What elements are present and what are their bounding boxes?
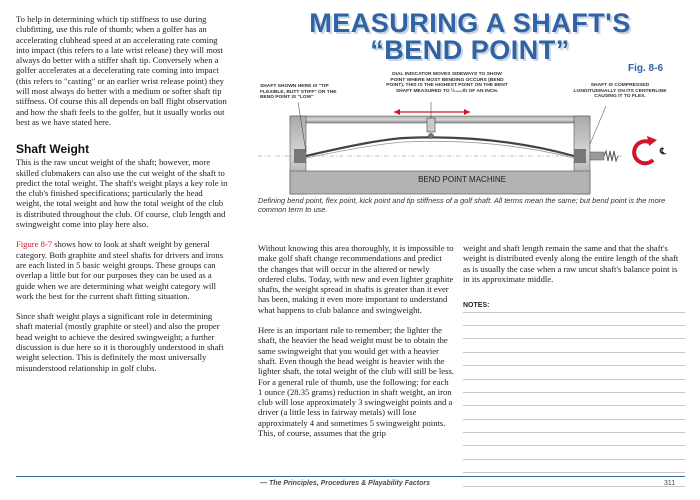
crank-rotation-arrowhead xyxy=(647,136,657,146)
notes-line[interactable] xyxy=(463,446,685,459)
notes-line[interactable] xyxy=(463,433,685,446)
page-number: 311 xyxy=(664,480,676,487)
notes-lines xyxy=(463,299,685,486)
notes-line[interactable] xyxy=(463,420,685,433)
figure-caption: Defining bend point, flex point, kick point and tip stiffness of a golf shaft. All terms mean the same; but bend point is the more common term to use. xyxy=(258,196,666,214)
machine-label: BEND POINT MACHINE xyxy=(418,175,506,184)
left-column xyxy=(16,14,229,373)
bent-shaft-shadow xyxy=(306,141,574,158)
notes-line[interactable] xyxy=(463,313,685,326)
annotation-dial-indicator: DIAL INDICATOR MOVES SIDEWAYS TO SHOW POINT WHERE MOST BENDING OCCURS (BEND POINT). THIS IS THE HIGHEST POINT ON THE BENT SHAFT MEASURED TO ¹/₁₀₀₀th OF AN INCH. xyxy=(386,72,508,94)
middle-paragraph-2: Here is an important rule to remember; the lighter the shaft, the heavier the head weight must be to obtain the same swingweight that you would get with a heavier shaft. Even though the head weight is heavier with the lighter shaft, the total weight of the club will still be less. For a general rule of thumb, use the following: for each 1 ounce (28.35 grams) reduction in shaft weight, an iron club will lose approximately 3 swingweight points and a driver (a little less in fairway metals) will lose approximately 4 and sometimes 5 swingweight points. This, of course, assumes that the grip xyxy=(258,325,454,439)
arrow-head-right xyxy=(464,109,470,115)
page-title xyxy=(268,10,672,64)
dial-indicator xyxy=(427,118,435,132)
shaft-weight-paragraph-1: This is the raw uncut weight of the shaft; however, more skilled clubmakers can also use the cut weight of the shaft to predict the total weight. The shaft's weight plays a key role in the club's finished specifications; particularly the head weight, the total weight and how the total weight of the club is distributed throughout the club. Of course, club length and swingweight come into play here also. xyxy=(16,157,228,230)
notes-line[interactable] xyxy=(463,366,685,379)
shaft-weight-paragraph-3: Since shaft weight plays a significant role in determining shaft material (mostly graphite or steel) and also the proper head weight to achieve the desired swingweight; a further discussion is due here so it is thoroughly understood in shaft weight selection. This is definitely the most universally misunderstood relationship in golf clubs. xyxy=(16,311,224,373)
notes-line[interactable] xyxy=(463,380,685,393)
arrow-head-left xyxy=(394,109,400,115)
middle-paragraph-1: Without knowing this area thoroughly, it is impossible to make golf shaft change recommendations and predict the changes that will occur in the altered or newly ordered clubs. Today, with new and even lighter graphite shafts, the weight spread in shafts is greater than it ever has been, making it even more important to understand what happens to club balance and swingweight. xyxy=(258,243,454,315)
notes-line[interactable] xyxy=(463,339,685,352)
notes-line[interactable] xyxy=(463,460,685,473)
title-line-2: “BEND POINT” xyxy=(370,35,570,65)
shaft-weight-paragraph-2 xyxy=(16,239,229,301)
annotation-shaft-compressed: SHAFT IS COMPRESSED LONGITUDINALLY ON ITS CENTERLINE CAUSING IT TO FLEX. xyxy=(573,83,667,100)
notes-line[interactable] xyxy=(463,299,685,312)
centerline-mark: ℄ xyxy=(660,146,666,156)
compression-screw-housing xyxy=(590,152,604,160)
bent-shaft xyxy=(306,137,574,156)
annotation-tip-flexible: SHAFT SHOWN HERE IS "TIP FLEXIBLE, BUTT STIFF" OR THE BEND POINT IS "LOW" xyxy=(260,84,337,101)
figure-label: Fig. 8-6 xyxy=(628,63,664,74)
right-column xyxy=(463,243,685,487)
notes-line[interactable] xyxy=(463,353,685,366)
shaft-weight-paragraph-2-text: shows how to look at shaft weight by general category. Both graphite and steel shafts for drivers and irons are each listed in 5 basic weight groups. These groups can overlap a little but for our purposes they can be used as a guide when we are determining what weight category will work the best for the current shaft fitting situation. xyxy=(16,239,224,301)
notes-line[interactable] xyxy=(463,326,685,339)
intro-paragraph: To help in determining which tip stiffness to use during clubfitting, use this rule of thumb; when a golfer has an accelerating clubhead speed at an accelerating rate coming into impact (this refers to a late wrist release) they will most always do better with a stiffer shaft tip. Conversely when a golfer accelerates at a decelerating rate coming into impact (this refers to "casting" or an earlier wrist release point) they will most always do better with a medium or softer shaft tip stiffness. Of course this all depends on ball flight observation and how the shaft feels to the golfer, but it usually works out best as we have stated here. xyxy=(16,14,227,127)
title-line-1: MEASURING A SHAFT'S xyxy=(309,8,631,38)
notes-label: NOTES: xyxy=(463,302,490,310)
footer-book-title: — The Principles, Procedures & Playability Factors xyxy=(260,480,431,487)
notes-line[interactable] xyxy=(463,406,685,419)
right-paragraph-1: weight and shaft length remain the same and that the shaft's weight is distributed evenly along the entire length of the shaft as is usually the case when a raw uncut shaft's balance point is in its approximate middle. xyxy=(463,243,679,284)
middle-column xyxy=(258,243,454,438)
footer-divider xyxy=(16,476,685,477)
section-heading-shaft-weight: Shaft Weight xyxy=(16,142,90,157)
figure-8-7-link[interactable]: Figure 8-7 xyxy=(16,239,53,250)
dial-indicator-tip xyxy=(428,133,433,138)
notes-line[interactable] xyxy=(463,393,685,406)
machine-top-bar xyxy=(290,116,590,123)
leader-line-right xyxy=(590,106,606,144)
